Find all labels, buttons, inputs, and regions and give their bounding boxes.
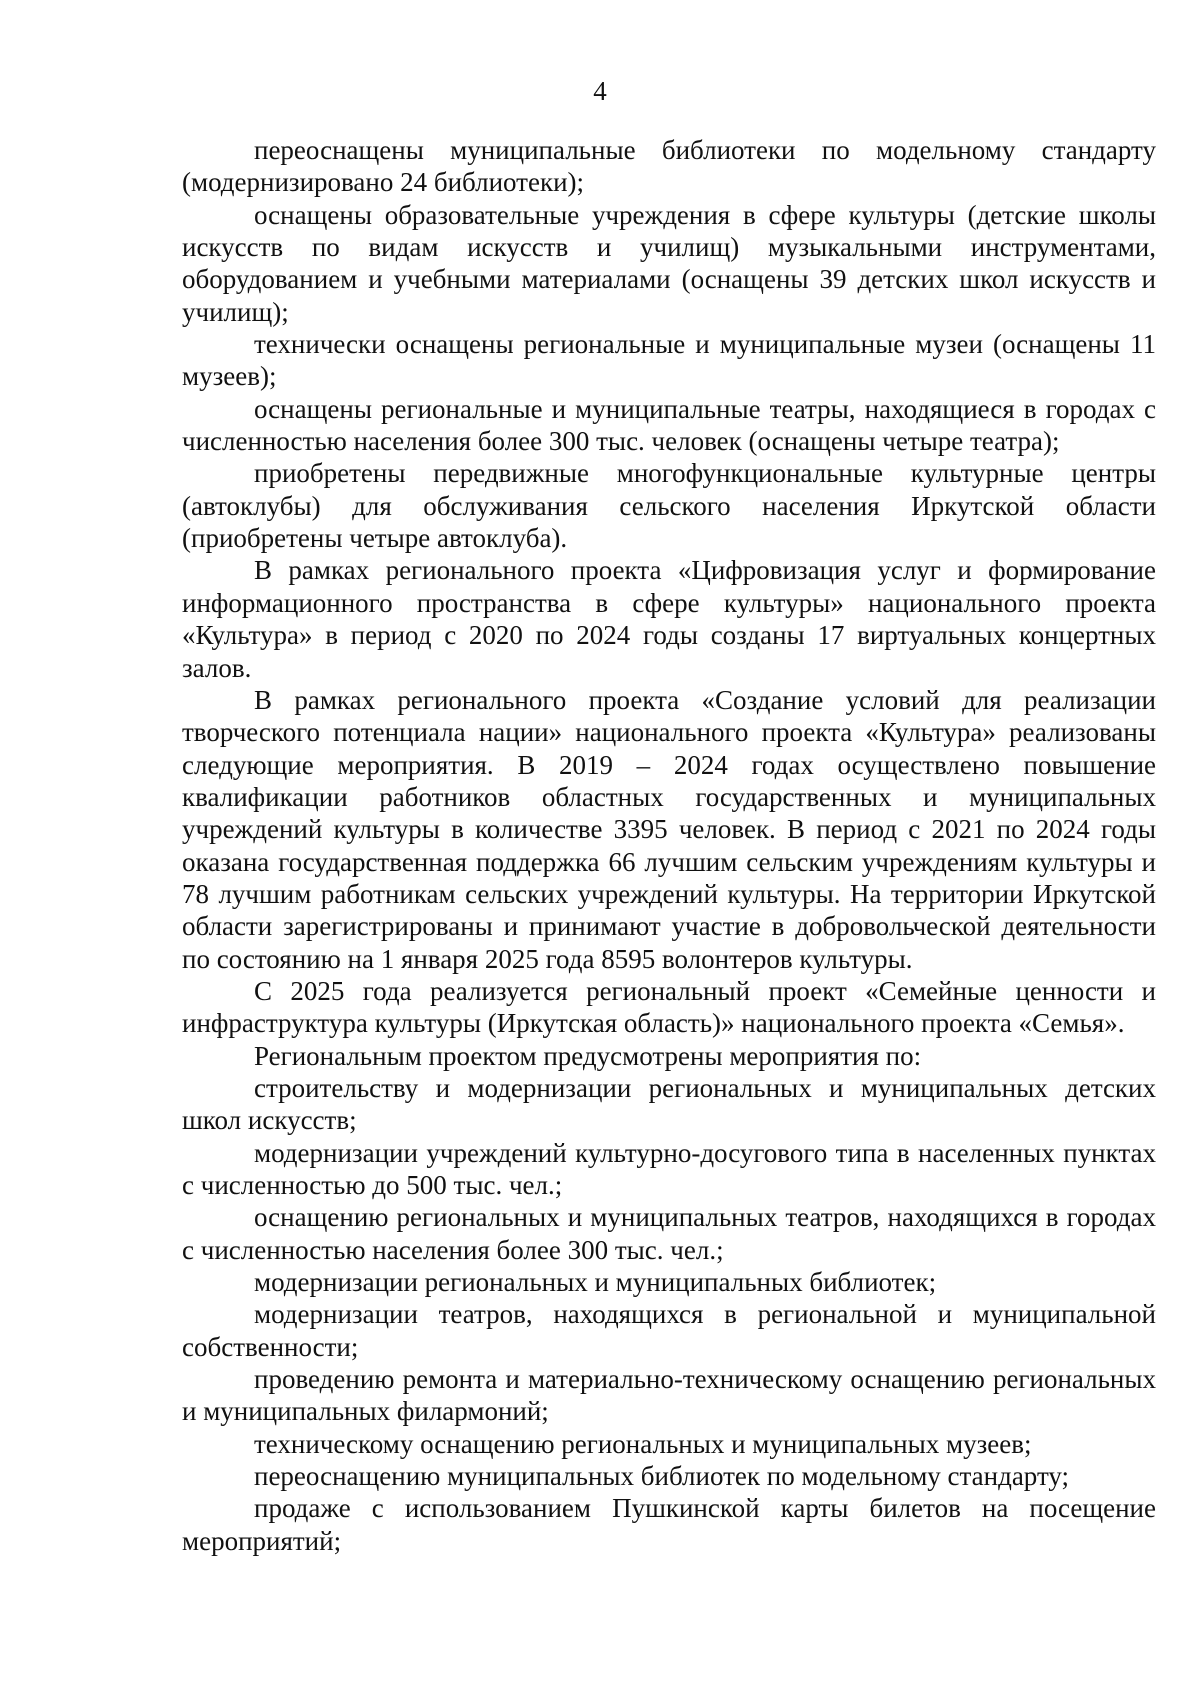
paragraph: переоснащению муниципальных библиотек по модельному стандарту; (254, 1461, 1070, 1492)
paragraph: переоснащены муниципальные библиотеки по модельному стандарту (модернизировано 24 библиотеки); (182, 135, 1156, 198)
paragraph: оснащению региональных и муниципальных театров, находящихся в городах с численностью населения более 300 тыс. чел.; (182, 1202, 1156, 1265)
paragraph: проведению ремонта и материально-техническому оснащению региональных и муниципальных филармоний; (182, 1364, 1156, 1427)
paragraph: оснащены образовательные учреждения в сфере культуры (детские школы искусств по видам искусств и училищ) музыкальными инструментами, оборудованием и учебными материалами (оснащены 39 детских школ искусств и училищ); (182, 199, 1156, 327)
paragraph: модернизации театров, находящихся в региональной и муниципальной собственности; (182, 1299, 1156, 1362)
document-body (182, 134, 1156, 1557)
paragraph: технически оснащены региональные и муниципальные музеи (оснащены 11 музеев); (182, 329, 1156, 392)
paragraph: Региональным проектом предусмотрены мероприятия по: (254, 1040, 922, 1071)
paragraph: В рамках регионального проекта «Цифровизация услуг и формирование информационного пространства в сфере культуры» национального проекта «Культура» в период с 2020 по 2024 годы созданы 17 виртуальных концертных залов. (182, 555, 1156, 683)
paragraph: строительству и модернизации региональных и муниципальных детских школ искусств; (182, 1072, 1156, 1136)
paragraph: модернизации учреждений культурно-досугового типа в населенных пунктах с численностью до 500 тыс. чел.; (182, 1137, 1156, 1200)
paragraph: С 2025 года реализуется региональный проект «Семейные ценности и инфраструктура культуры (Иркутская область)» национального проекта «Семья». (182, 975, 1156, 1039)
paragraph: приобретены передвижные многофункциональные культурные центры (автоклубы) для обслуживания сельского населения Иркутской области (приобретены четыре автоклуба). (182, 458, 1156, 554)
paragraph: модернизации региональных и муниципальных библиотек; (254, 1267, 937, 1298)
paragraph: продаже с использованием Пушкинской карты билетов на посещение мероприятий; (182, 1493, 1156, 1556)
page-number: 4 (593, 76, 607, 106)
paragraph: В рамках регионального проекта «Создание условий для реализации творческого потенциала нации» национального проекта «Культура» реализованы следующие мероприятия. В 2019 – 2024 годах осуществлено повышение квалификации работников областных государственных и муниципальных учреждений культуры в количестве 3395 человек. В период с 2021 по 2024 годы оказана государственная поддержка 66 лучшим сельским учреждениям культуры и 78 лучшим работникам сельских учреждений культуры. На территории Иркутской области зарегистрированы и принимают участие в добровольческой деятельности по состоянию на 1 января 2025 года 8595 волонтеров культуры. (182, 684, 1156, 974)
paragraph: техническому оснащению региональных и муниципальных музеев; (254, 1428, 1032, 1459)
paragraph: оснащены региональные и муниципальные театры, находящиеся в городах с численностью населения более 300 тыс. человек (оснащены четыре театра); (182, 393, 1156, 457)
